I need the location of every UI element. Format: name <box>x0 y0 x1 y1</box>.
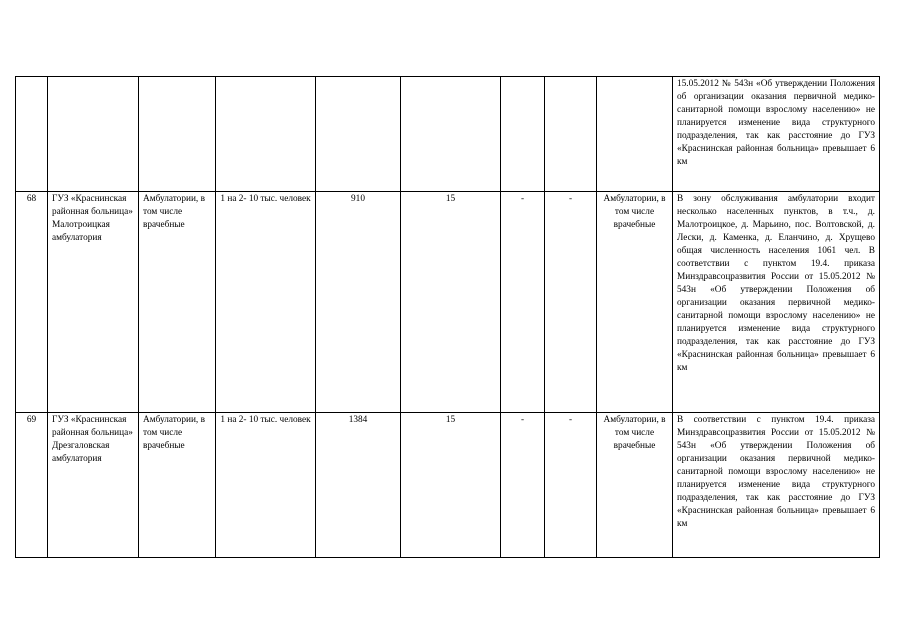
table-row <box>16 77 880 192</box>
planned-type-cell: Амбулатории, в том числе врачебные <box>597 192 673 413</box>
table-row <box>16 413 880 558</box>
note-cell: В зону обслуживания амбулатории входит несколько населенных пунктов, в т.ч., д. Малотроицкое, д. Марьино, пос. Волтовской, д. Лески, д. Каменка, д. Еланчино, д. Хрущево общая численность населения 1061 чел. В соответствии с пунктом 19.4. приказа Минздравсоцразвития России от 15.05.2012 № 543н «Об утверждении Положения об организации оказания первичной медико-санитарной помощи взрослому населению» не планируется изменение вида структурного подразделения, так как расстояние до ГУЗ «Краснинская районная больница» превышает 6 км <box>673 192 880 413</box>
distance-cell: 15 <box>401 413 501 558</box>
row-number: 68 <box>16 192 48 413</box>
dash-cell: - <box>545 413 597 558</box>
note-cell: 15.05.2012 № 543н «Об утверждении Положения об организации оказания первичной медико-санитарной помощи взрослому населению» не планируется изменение вида структурного подразделения, так как расстояние до ГУЗ «Краснинская районная больница» превышает 6 км <box>673 77 880 192</box>
planned-type-cell <box>597 77 673 192</box>
dash-cell <box>501 77 545 192</box>
planned-type-cell: Амбулатории, в том числе врачебные <box>597 413 673 558</box>
organization-cell: ГУЗ «Краснинская районная больница» Дрезгаловская амбулатория <box>48 413 139 558</box>
distance-cell: 15 <box>401 192 501 413</box>
row-number <box>16 77 48 192</box>
norm-cell <box>216 77 316 192</box>
norm-cell: 1 на 2- 10 тыс. человек <box>216 192 316 413</box>
dash-cell <box>545 77 597 192</box>
row-number: 69 <box>16 413 48 558</box>
population-cell: 910 <box>316 192 401 413</box>
norm-cell: 1 на 2- 10 тыс. человек <box>216 413 316 558</box>
distance-cell <box>401 77 501 192</box>
dash-cell: - <box>545 192 597 413</box>
population-cell <box>316 77 401 192</box>
population-cell: 1384 <box>316 413 401 558</box>
note-cell: В соответствии с пунктом 19.4. приказа Минздравсоцразвития России от 15.05.2012 № 543н «Об утверждении Положения об организации оказания первичной медико-санитарной помощи взрослому населению» не планируется изменение вида структурного подразделения, так как расстояние до ГУЗ «Краснинская районная больница» превышает 6 км <box>673 413 880 558</box>
organization-cell: ГУЗ «Краснинская районная больница» Малотроицкая амбулатория <box>48 192 139 413</box>
facility-table <box>15 76 880 558</box>
facility-type-cell: Амбулатории, в том числе врачебные <box>139 192 216 413</box>
facility-type-cell: Амбулатории, в том числе врачебные <box>139 413 216 558</box>
table-row <box>16 192 880 413</box>
dash-cell: - <box>501 192 545 413</box>
organization-cell <box>48 77 139 192</box>
dash-cell: - <box>501 413 545 558</box>
facility-type-cell <box>139 77 216 192</box>
